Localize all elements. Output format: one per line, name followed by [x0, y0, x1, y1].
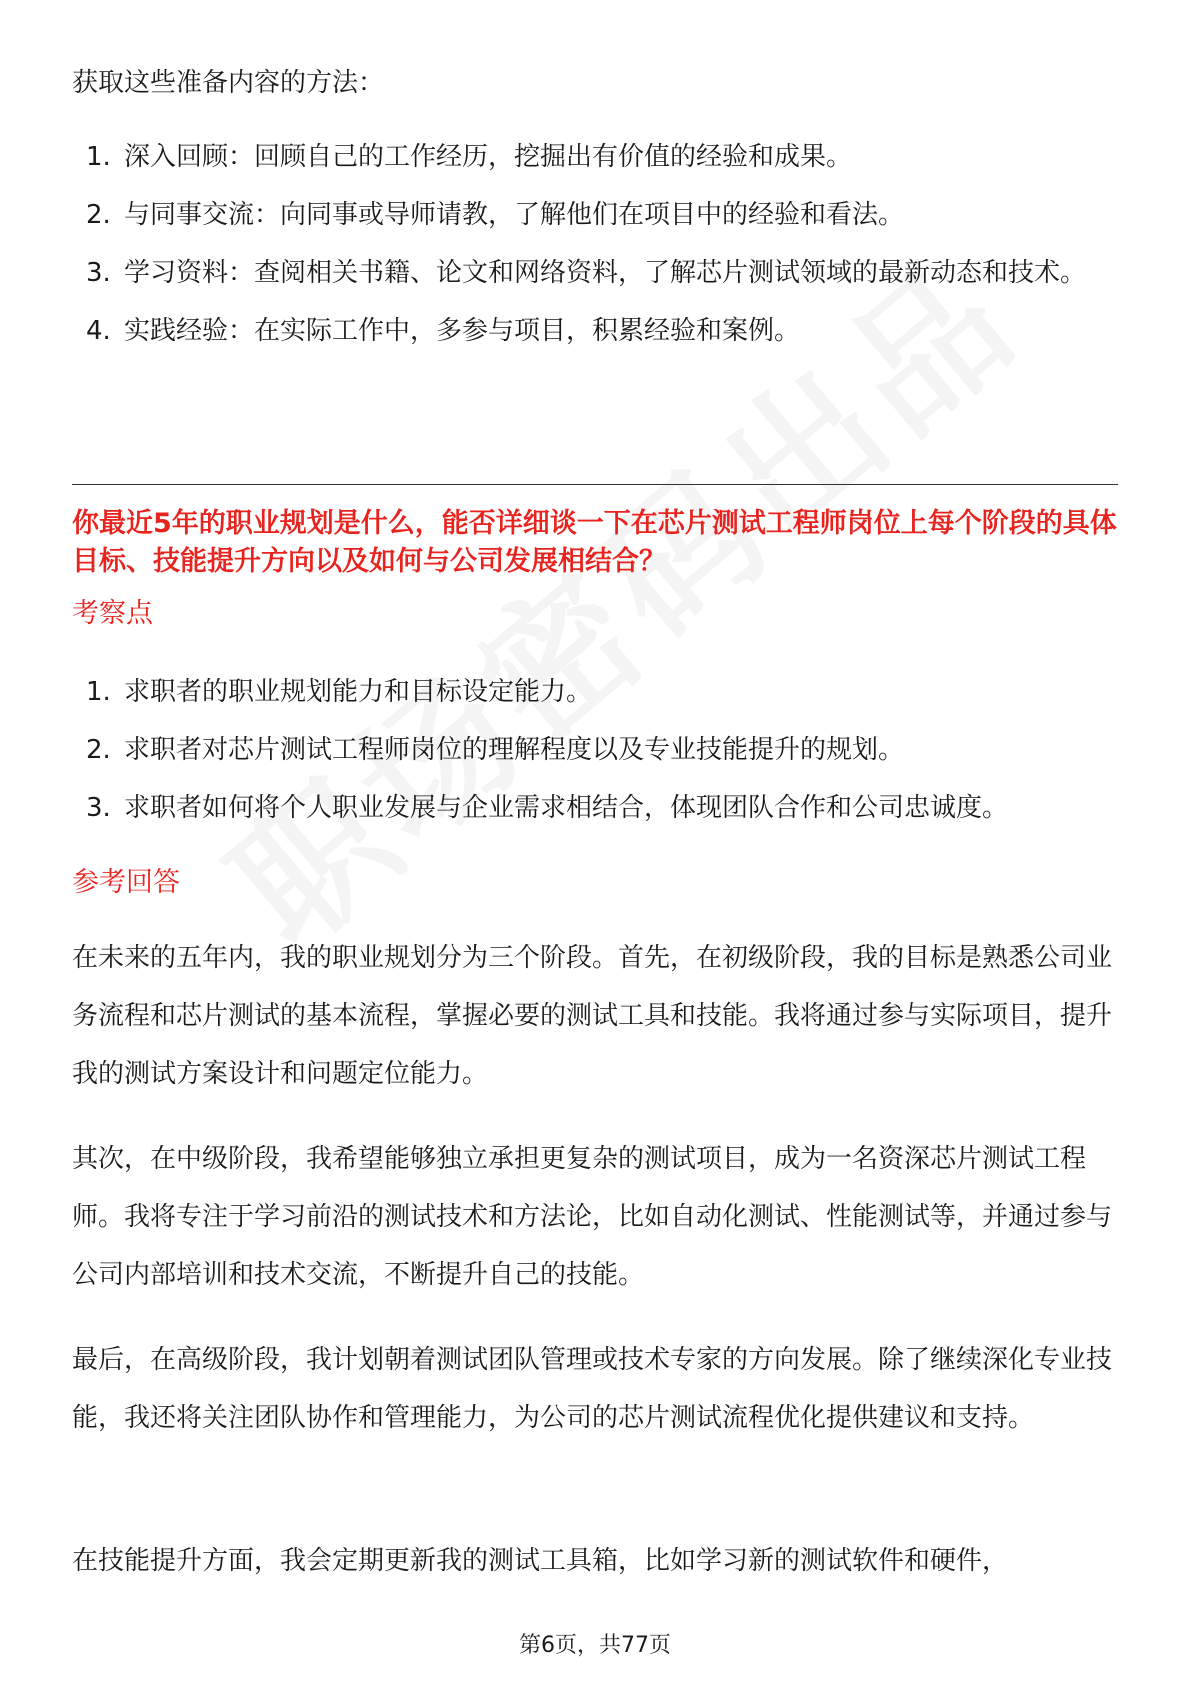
list-item — [72, 128, 1118, 186]
list-number: 4. — [86, 316, 111, 346]
list-item — [72, 186, 1118, 244]
interview-question: 你最近5年的职业规划是什么，能否详细谈一下在芯片测试工程师岗位上每个阶段的具体目标、技能提升方向以及如何与公司发展相结合？ — [72, 508, 1117, 577]
list-item-text: 求职者如何将个人职业发展与企业需求相结合，体现团队合作和公司忠诚度。 — [124, 793, 1009, 823]
list-item-text: 求职者对芯片测试工程师岗位的理解程度以及专业技能提升的规划。 — [124, 735, 905, 765]
list-number: 3. — [86, 793, 111, 823]
answer-title: 参考回答 — [72, 867, 180, 898]
list-item-text: 实践经验：在实际工作中，多参与项目，积累经验和案例。 — [124, 316, 801, 346]
list-item — [72, 721, 1118, 779]
section-divider — [72, 484, 1118, 485]
list-number: 3. — [86, 258, 111, 288]
answer-paragraph: 在技能提升方面，我会定期更新我的测试工具箱，比如学习新的测试软件和硬件， — [72, 1546, 1009, 1576]
list-item — [72, 244, 1118, 302]
list-item-text: 学习资料：查阅相关书籍、论文和网络资料，了解芯片测试领域的最新动态和技术。 — [124, 258, 1087, 288]
answer-paragraph: 其次，在中级阶段，我希望能够独立承担更复杂的测试项目，成为一名资深芯片测试工程师。我将专注于学习前沿的测试技术和方法论，比如自动化测试、性能测试等，并通过参与公司内部培训和技术交流，不断提升自己的技能。 — [72, 1144, 1113, 1290]
answer-paragraph: 在未来的五年内，我的职业规划分为三个阶段。首先，在初级阶段，我的目标是熟悉公司业务流程和芯片测试的基本流程，掌握必要的测试工具和技能。我将通过参与实际项目，提升我的测试方案设计和问题定位能力。 — [72, 943, 1113, 1089]
methods-heading: 获取这些准备内容的方法： — [72, 68, 385, 98]
document-page — [72, 0, 1118, 1684]
list-item-text: 求职者的职业规划能力和目标设定能力。 — [124, 677, 593, 707]
methods-list — [72, 128, 1118, 360]
focus-list — [72, 663, 1118, 837]
list-number: 2. — [86, 200, 111, 230]
list-item-text: 深入回顾：回顾自己的工作经历，挖掘出有价值的经验和成果。 — [124, 142, 853, 172]
answer-paragraph: 最后，在高级阶段，我计划朝着测试团队管理或技术专家的方向发展。除了继续深化专业技能，我还将关注团队协作和管理能力，为公司的芯片测试流程优化提供建议和支持。 — [72, 1345, 1113, 1433]
page-footer: 第6页，共77页 — [519, 1633, 671, 1658]
focus-title: 考察点 — [72, 598, 153, 629]
list-number: 2. — [86, 735, 111, 765]
list-item — [72, 302, 1118, 360]
list-item-text: 与同事交流：向同事或导师请教，了解他们在项目中的经验和看法。 — [124, 200, 905, 230]
list-number: 1. — [86, 677, 111, 707]
list-item — [72, 779, 1118, 837]
list-item — [72, 663, 1118, 721]
list-number: 1. — [86, 142, 111, 172]
